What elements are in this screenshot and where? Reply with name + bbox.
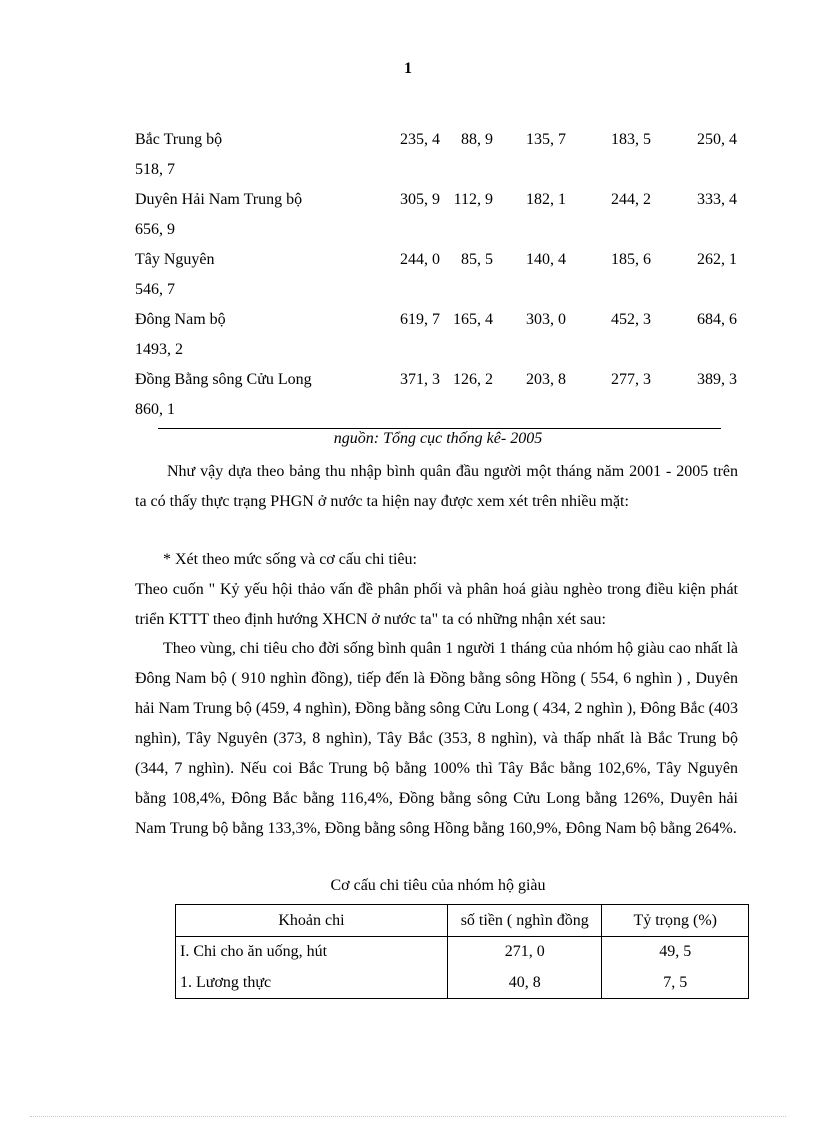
value-cell: 165, 4 [453, 311, 493, 328]
table-row-continuation [0, 158, 816, 188]
table-header-row [176, 905, 749, 937]
table-row-continuation [0, 218, 816, 248]
value-cell: 452, 3 [611, 311, 651, 328]
column-header: số tiền ( nghìn đồng [447, 905, 601, 937]
value-cell: 244, 0 [400, 251, 440, 268]
value-cell: 185, 6 [611, 251, 651, 268]
value-cell: 235, 4 [400, 131, 440, 148]
value-cell: 305, 9 [400, 191, 440, 208]
paragraph: Theo vùng, chi tiêu cho đời sống bình quân 1 người 1 tháng của nhóm hộ giàu cao nhất là Đông Nam bộ ( 910 nghìn đồng), tiếp đến là Đồng bằng sông Hồng ( 554, 6 nghìn ) , Duyên hải Nam Trung bộ (459, 4 nghìn), Đồng bằng sông Cửu Long ( 434, 2 nghìn ), Đông Bắc (403 nghìn), Tây Nguyên (373, 8 nghìn), Tây Bắc (353, 8 nghìn), và thấp nhất là Bắc Trung bộ (344, 7 nghìn). Nếu coi Bắc Trung bộ bằng 100% thì Tây Bắc bằng 102,6%, Tây Nguyên bằng 108,4%, Đông Bắc bằng 116,4%, Đồng bằng sông Cửu Long bằng 126%, Duyên hải Nam Trung bộ bằng 133,3%, Đồng bằng sông Hồng bằng 160,9%, Đông Nam bộ bằng 264%. [135, 640, 738, 837]
value-cell: 277, 3 [611, 371, 651, 388]
table-row [0, 308, 816, 338]
value-cell: 389, 3 [697, 371, 737, 388]
table-title: Cơ cấu chi tiêu của nhóm hộ giàu [330, 877, 546, 894]
page-number: 1 [404, 60, 412, 77]
table-row [0, 188, 816, 218]
region-name: Duyên Hải Nam Trung bộ [135, 191, 303, 208]
value-cell: 303, 0 [526, 311, 566, 328]
value-cell: 619, 7 [400, 311, 440, 328]
value-cell: 85, 5 [461, 251, 493, 268]
table-cell: 49, 5 [602, 937, 749, 968]
paragraph: * Xét theo mức sống và cơ cấu chi tiêu: [163, 551, 417, 568]
value-cell: 518, 7 [135, 161, 175, 178]
source-note: nguồn: Tổng cục thống kê- 2005 [333, 430, 543, 447]
value-cell: 546, 7 [135, 281, 175, 298]
table-cell: 1. Lương thực [176, 967, 448, 999]
value-cell: 182, 1 [526, 191, 566, 208]
paragraph: Như vậy dựa theo bảng thu nhập bình quân đầu người một tháng năm 2001 - 2005 trên ta có thấy thực trạng PHGN ở nước ta hiện nay được xem xét trên nhiều mặt: [135, 463, 738, 510]
value-cell: 684, 6 [697, 311, 737, 328]
paragraph: Theo cuốn " Kỷ yếu hội thảo vấn đề phân phối và phân hoá giàu nghèo trong điều kiện phát triển KTTT theo định hướng XHCN ở nước ta" ta có những nhận xét sau: [135, 581, 738, 628]
value-cell: 1493, 2 [135, 341, 183, 358]
value-cell: 244, 2 [611, 191, 651, 208]
table-row [176, 937, 749, 968]
table-row-continuation [0, 338, 816, 368]
value-cell: 88, 9 [461, 131, 493, 148]
income-table [0, 128, 816, 428]
table-cell: 7, 5 [602, 967, 749, 999]
value-cell: 135, 7 [526, 131, 566, 148]
value-cell: 860, 1 [135, 401, 175, 418]
table-row-continuation [0, 398, 816, 428]
value-cell: 656, 9 [135, 221, 175, 238]
region-name: Đồng Bằng sông Cửu Long [135, 371, 312, 388]
table-row-continuation [0, 278, 816, 308]
table-cell: 271, 0 [447, 937, 601, 968]
value-cell: 183, 5 [611, 131, 651, 148]
table-cell: 40, 8 [447, 967, 601, 999]
value-cell: 203, 8 [526, 371, 566, 388]
table-row [176, 967, 749, 999]
region-name: Đông Nam bộ [135, 311, 226, 328]
region-name: Tây Nguyên [135, 251, 215, 268]
value-cell: 140, 4 [526, 251, 566, 268]
table-row [0, 128, 816, 158]
page-bottom-divider [30, 1116, 786, 1117]
expense-table [175, 904, 749, 999]
column-header: Tỷ trọng (%) [602, 905, 749, 937]
table-row [0, 248, 816, 278]
value-cell: 371, 3 [400, 371, 440, 388]
column-header: Khoản chi [176, 905, 448, 937]
value-cell: 250, 4 [697, 131, 737, 148]
value-cell: 112, 9 [453, 191, 493, 208]
value-cell: 126, 2 [453, 371, 493, 388]
table-row [0, 368, 816, 398]
value-cell: 333, 4 [697, 191, 737, 208]
table-cell: I. Chi cho ăn uống, hút [176, 937, 448, 968]
region-name: Bắc Trung bộ [135, 131, 223, 148]
value-cell: 262, 1 [697, 251, 737, 268]
